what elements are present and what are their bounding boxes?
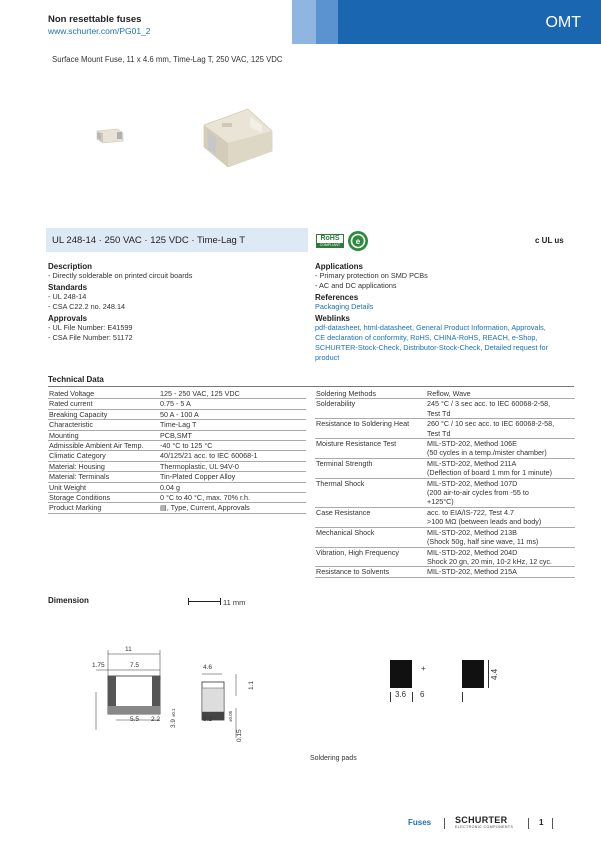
tech-row xyxy=(315,567,575,577)
tech-row xyxy=(48,482,306,492)
tech-value: -40 °C to 125 °C xyxy=(159,441,306,451)
tech-value: 0.04 g xyxy=(159,482,306,492)
tech-value: ▤, Type, Current, Approvals xyxy=(159,503,306,513)
tech-value-line: MIL-STD-202, Method 204D xyxy=(427,547,518,557)
page-subtitle: Surface Mount Fuse, 11 x 4.6 mm, Time-Lag T, 250 VAC, 125 VDC xyxy=(52,55,283,64)
tech-value xyxy=(426,547,575,567)
scale-bar-tick xyxy=(188,598,189,605)
dim-height-label xyxy=(170,708,177,728)
product-code: OMT xyxy=(545,14,581,31)
tech-value-line: MIL-STD-202, Method 107D xyxy=(427,478,518,488)
tech-row xyxy=(315,389,575,399)
tech-value: Tin-Plated Copper Alloy xyxy=(159,472,306,482)
applications-title: Applications xyxy=(315,262,364,271)
header-url-link[interactable]: www.schurter.com/PG01_2 xyxy=(48,26,151,36)
tech-param: Material: Housing xyxy=(48,461,159,471)
tech-param: Resistance to Solvents xyxy=(315,567,426,577)
pad-height-label: 4.4 xyxy=(490,668,499,680)
tech-value-line: >100 MΩ (between leads and body) xyxy=(427,517,542,527)
tech-row xyxy=(48,461,306,471)
tech-param: Vibration, High Frequency xyxy=(315,547,426,567)
pad-dim-tick xyxy=(412,692,413,702)
tech-value-line: +125°C) xyxy=(427,497,454,507)
tech-value xyxy=(426,439,575,459)
rohs-badge xyxy=(316,234,344,248)
tech-value-line: (50 cycles in a temp./mister chamber) xyxy=(427,448,547,458)
tech-value: 0 °C to 40 °C, max. 70% r.h. xyxy=(159,493,306,503)
tech-value xyxy=(426,478,575,507)
tech-table-left xyxy=(48,389,306,514)
tech-param: Thermal Shock xyxy=(315,478,426,507)
tech-param: Climatic Category xyxy=(48,451,159,461)
tech-value-line: Test Td xyxy=(427,428,451,438)
tech-value xyxy=(426,419,575,439)
tech-value-line: (200 air-to-air cycles from -55 to xyxy=(427,488,529,498)
references-title: References xyxy=(315,293,359,302)
tech-row xyxy=(315,478,575,507)
tech-value xyxy=(426,527,575,547)
tech-param: Product Marking xyxy=(48,503,159,513)
pads-center-mark: + xyxy=(421,664,426,673)
tech-param: Solderability xyxy=(315,399,426,419)
tech-value xyxy=(426,458,575,478)
info-left-column xyxy=(48,262,298,343)
side-width-label: 4.6 xyxy=(203,664,213,671)
tech-value-line: (Deflection of board 1 mm for 1 minute) xyxy=(427,468,553,478)
footer-brand: SCHURTER xyxy=(455,815,508,825)
dim-height-tol: ±0.1 xyxy=(171,708,176,718)
pads-caption: Soldering pads xyxy=(310,755,357,762)
weblinks-line[interactable]: pdf-datasheet, html-datasheet, General Product Information, Approvals, xyxy=(315,323,546,332)
tech-row xyxy=(48,503,306,513)
tech-param: Resistance to Soldering Heat xyxy=(315,419,426,439)
technical-data-title: Technical Data xyxy=(48,375,104,384)
pad-height-line xyxy=(488,660,489,688)
svg-text:e: e xyxy=(355,237,361,246)
dimension-title: Dimension xyxy=(48,596,89,605)
dim-left-gap-label: 1.75 xyxy=(92,662,105,669)
tech-row xyxy=(48,472,306,482)
header-title: Non resettable fuses xyxy=(48,14,142,25)
tech-param: Unit Weight xyxy=(48,482,159,492)
footer-logo xyxy=(455,815,513,829)
tech-value-line: Reflow, Wave xyxy=(427,389,471,398)
solder-pad-left xyxy=(390,660,412,688)
ul-mark-icon: c UL us xyxy=(535,236,564,245)
tech-param: Moisture Resistance Test xyxy=(315,439,426,459)
tech-param: Characteristic xyxy=(48,420,159,430)
tech-param: Breaking Capacity xyxy=(48,409,159,419)
description-item: - Directly solderable on printed circuit boards xyxy=(48,271,193,280)
approvals-item: - UL File Number: E41599 xyxy=(48,323,133,332)
weblinks-line[interactable]: product xyxy=(315,353,340,362)
tech-row xyxy=(48,451,306,461)
footer-brand-sub: ELECTRONIC COMPONENTS xyxy=(455,825,514,829)
tech-value: PCB,SMT xyxy=(159,430,306,440)
tech-value xyxy=(426,507,575,527)
tech-value xyxy=(426,567,575,577)
pad-dim-tick xyxy=(462,692,463,702)
tech-value-line: MIL-STD-202, Method 211A xyxy=(427,458,517,468)
tech-value-line: MIL-STD-202, Method 215A xyxy=(427,567,517,577)
scale-bar xyxy=(188,601,220,602)
tech-row xyxy=(48,409,306,419)
tech-param: Rated current xyxy=(48,399,159,409)
side-lead-label: 1.1 xyxy=(248,680,255,690)
tech-row xyxy=(315,527,575,547)
small-fuse-image xyxy=(95,125,125,145)
rohs-badge-sub: COMPLIANT xyxy=(317,243,343,248)
footer-divider xyxy=(444,818,445,829)
side-tol-label: 0.15 xyxy=(236,729,243,742)
tech-row xyxy=(315,507,575,527)
weblinks-line[interactable]: CE declaration of conformity, RoHS, CHINA-RoHS, REACH, e-Shop, xyxy=(315,333,538,342)
tech-value-line: 245 °C / 3 sec acc. to IEC 60068-2-58, xyxy=(427,399,551,409)
tech-value-line: Test Td xyxy=(427,408,451,418)
approvals-item: - CSA File Number: 51172 xyxy=(48,333,133,342)
approvals-title: Approvals xyxy=(48,314,88,323)
dim-mid-label: 7.5 xyxy=(130,662,140,669)
footer-divider xyxy=(552,818,553,829)
tech-row xyxy=(48,493,306,503)
tech-value-line: 260 °C / 10 sec acc. to IEC 60068-2-58, xyxy=(427,419,555,429)
tech-value-line: (Shock 50g, half sine wave, 11 ms) xyxy=(427,537,539,547)
tech-param: Rated Voltage xyxy=(48,389,159,399)
pad-dim-tick xyxy=(390,692,391,702)
tech-row xyxy=(48,389,306,399)
tech-value: 50 A - 100 A xyxy=(159,409,306,419)
tech-row xyxy=(48,430,306,440)
header-bar-light xyxy=(292,0,316,44)
tech-value xyxy=(426,399,575,419)
footer-section: Fuses xyxy=(408,818,432,827)
applications-item: - Primary protection on SMD PCBs xyxy=(315,271,428,280)
tech-table-right xyxy=(315,389,575,578)
rating-band-text: UL 248-14 · 250 VAC · 125 VDC · Time-Lag T xyxy=(52,235,246,246)
header-bar-mid xyxy=(316,0,338,44)
side-b-label: 3.2 xyxy=(203,716,213,723)
side-tol2-label: ±0.05 xyxy=(228,710,233,722)
pad-gap-label: 6 xyxy=(420,690,425,699)
tech-row xyxy=(48,441,306,451)
dim-height-value: 3.9 xyxy=(170,718,177,728)
standards-item: - UL 248-14 xyxy=(48,292,87,301)
tech-param: Mechanical Shock xyxy=(315,527,426,547)
tech-value xyxy=(426,389,575,399)
tech-param: Terminal Strength xyxy=(315,458,426,478)
tech-param: Case Resistance xyxy=(315,507,426,527)
info-right-column xyxy=(315,262,575,363)
tech-row xyxy=(315,419,575,439)
standards-title: Standards xyxy=(48,283,88,292)
recycle-e-icon xyxy=(347,230,369,252)
dim-width-label: 11 xyxy=(125,646,132,653)
weblinks-title: Weblinks xyxy=(315,314,350,323)
technical-data-rule xyxy=(48,386,574,387)
description-title: Description xyxy=(48,262,93,271)
tech-row xyxy=(48,420,306,430)
footer-divider xyxy=(528,818,529,829)
tech-row xyxy=(315,399,575,419)
standards-item: - CSA C22.2 no. 248.14 xyxy=(48,302,126,311)
dim-b2-label: 2.2 xyxy=(151,716,161,723)
tech-param: Admissible Ambient Air Temp. xyxy=(48,441,159,451)
scale-bar-tick xyxy=(220,598,221,605)
tech-row xyxy=(48,399,306,409)
page-number: 1 xyxy=(539,818,544,827)
tech-param: Material: Terminals xyxy=(48,472,159,482)
tech-param: Soldering Methods xyxy=(315,389,426,399)
tech-value-line: MIL-STD-202, Method 213B xyxy=(427,527,517,537)
tech-param: Mounting xyxy=(48,430,159,440)
rohs-badge-main: RoHS xyxy=(320,235,340,242)
tech-value: 125 - 250 VAC, 125 VDC xyxy=(159,389,306,399)
tech-value: Time-Lag T xyxy=(159,420,306,430)
tech-row xyxy=(315,458,575,478)
tech-value-line: Shock 20 gn, 20 min, 10-2 kHz, 12 cyc. xyxy=(427,556,553,566)
scale-label: 11 mm xyxy=(223,598,246,607)
dim-b1-label: 5.5 xyxy=(130,716,140,723)
solder-pad-right xyxy=(462,660,484,688)
tech-row xyxy=(315,547,575,567)
applications-item: - AC and DC applications xyxy=(315,281,397,290)
packaging-details-link[interactable]: Packaging Details xyxy=(315,302,374,311)
tech-value: 40/125/21 acc. to IEC 60068-1 xyxy=(159,451,306,461)
tech-row xyxy=(315,439,575,459)
large-fuse-image xyxy=(198,103,276,173)
tech-value-line: acc. to EIA/IS-722, Test 4.7 xyxy=(427,507,514,517)
tech-value-line: MIL-STD-202, Method 106E xyxy=(427,439,517,449)
pad-width-label: 3.6 xyxy=(395,690,407,699)
weblinks-line[interactable]: SCHURTER-Stock-Check, Distributor-Stock-Check, Detailed request for xyxy=(315,343,549,352)
side-view-drawing xyxy=(196,660,260,740)
tech-value: 0.75 - 5 A xyxy=(159,399,306,409)
tech-param: Storage Conditions xyxy=(48,493,159,503)
tech-value: Thermoplastic, UL 94V-0 xyxy=(159,461,306,471)
